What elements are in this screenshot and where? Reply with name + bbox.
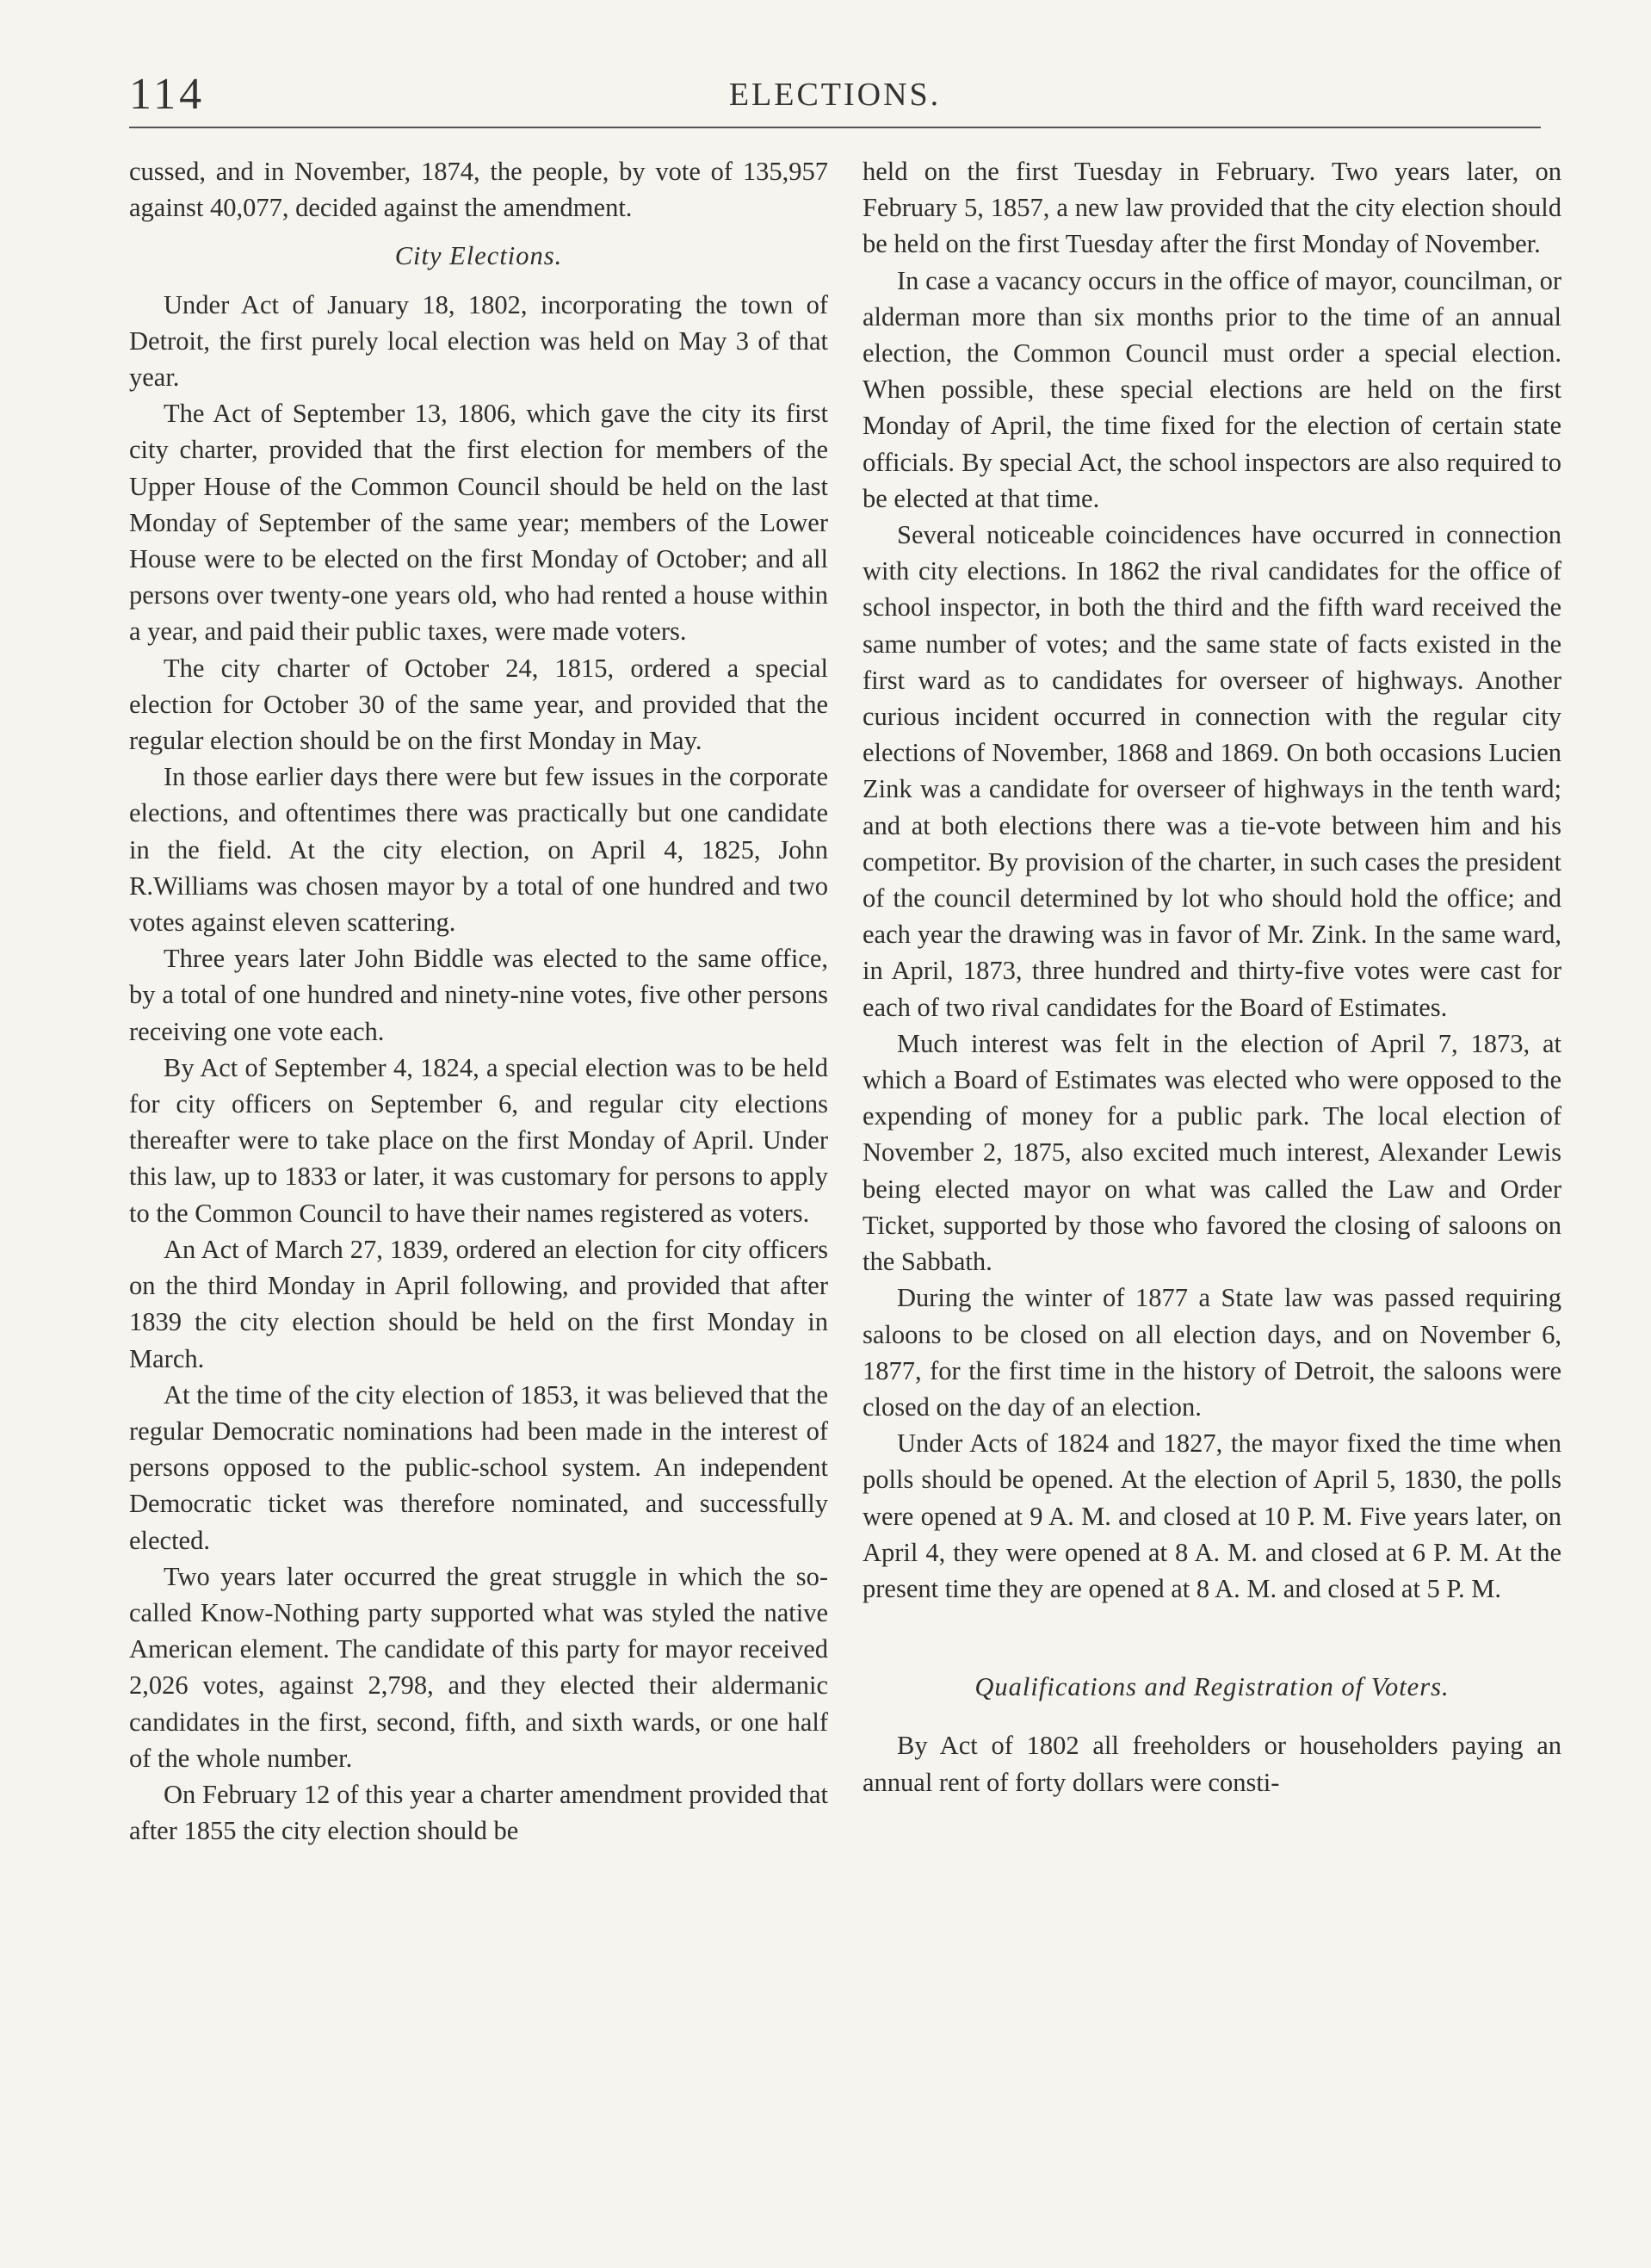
paragraph: The Act of September 13, 1806, which gave the city its first city charter, provided that the first election for members of the Upper House of the Common Council should be held on the last Monday of September of the same year; members of the Lower House were to be elected on the first Monday of October; and all persons over twenty-one years old, who had rented a house within a year, and paid their public taxes, were made voters. (129, 399, 828, 647)
paragraph: In case a vacancy occurs in the office of mayor, councilman, or alderman more than six months prior to the time of an annual election, the Common Council must order a special election. When possible, these special elections are held on the first Monday of April, the time fixed for the election of certain state officials. By special Act, the school inspectors are also required to be elected at that time. (863, 265, 1561, 513)
right-intro-paragraph: held on the first Tuesday in February. Two years later, on February 5, 1857, a new law provided that the city election should be held on the first Tuesday after the first Monday of November. (863, 157, 1561, 259)
paragraph: Three years later John Biddle was elected to the same office, by a total of one hundred and ninety-nine votes, five other persons receiving one vote each. (129, 944, 828, 1046)
paragraph: The city charter of October 24, 1815, ordered a special election for October 30 of the same year, and provided that the regular election should be on the first Monday in May. (129, 653, 828, 756)
paragraph: Under Acts of 1824 and 1827, the mayor fixed the time when polls should be opened. At the election of April 5, 1830, the polls were opened at 9 A. M. and closed at 10 P. M. Five years later, on April 4, they were opened at 8 A. M. and closed at 6 P. M. At the present time they are opened at 8 A. M. and closed at 5 P. M. (863, 1428, 1561, 1603)
left-column (129, 153, 828, 1849)
paragraph: During the winter of 1877 a State law was passed requiring saloons to be closed on all election days, and on November 6, 1877, for the first time in the history of Detroit, the saloons were closed on the day of an election. (863, 1283, 1561, 1422)
section-heading-qualifications: Qualifications and Registration of Voters. (974, 1672, 1450, 1702)
paragraph: An Act of March 27, 1839, ordered an election for city officers on the third Monday in April following, and provided that after 1839 the city election should be held on the first Monday in March. (129, 1234, 828, 1373)
header-rule (129, 127, 1541, 128)
page-number: 114 (129, 70, 206, 119)
paragraph: At the time of the city election of 1853, it was believed that the regular Democratic nominations had been made in the interest of persons opposed to the public-school system. An independent Democratic ticket was therefore nominated, and successfully elected. (129, 1379, 828, 1555)
left-intro-paragraph: cussed, and in November, 1874, the people, by vote of 135,957 against 40,077, decided against the amendment. (129, 157, 828, 223)
paragraph: Much interest was felt in the election of April 7, 1873, at which a Board of Estimates was elected who were opposed to the expending of money for a public park. The local election of November 2, 1875, also excited much interest, Alexander Lewis being elected mayor on what was called the Law and Order Ticket, supported by those who favored the closing of saloons on the Sabbath. (863, 1028, 1561, 1277)
final-paragraph: By Act of 1802 all freeholders or householders paying an annual rent of forty dollars were consti- (863, 1731, 1561, 1797)
paragraph: On February 12 of this year a charter amendment provided that after 1855 the city election should be (129, 1779, 828, 1846)
paragraph: Two years later occurred the great struggle in which the so-called Know-Nothing party supported what was styled the native American element. The candidate of this party for mayor received 2,026 votes, against 2,798, and they elected their aldermanic candidates in the first, second, fifth, and sixth wards, or one half of the whole number. (129, 1561, 828, 1773)
paragraph: Several noticeable coincidences have occurred in connection with city elections. In 1862 the rival candidates for the office of school inspector, in both the third and the fifth ward received the same number of votes; and the same state of facts existed in the first ward as to candidates for overseer of highways. Another curious incident occurred in connection with the regular city elections of November, 1868 and 1869. On both occasions Lucien Zink was a candidate for overseer of highways in the tenth ward; and at both elections there was a tie-vote between him and his competitor. By provision of the charter, in such cases the president of the council determined by lot who should hold the office; and each year the drawing was in favor of Mr. Zink. In the same ward, in April, 1873, three hundred and thirty-five votes were cast for each of two rival candidates for the Board of Estimates. (863, 520, 1561, 1022)
paragraph: In those earlier days there were but few issues in the corporate elections, and oftentimes there was practically but one candidate in the field. At the city election, on April 4, 1825, John R.Williams was chosen mayor by a total of one hundred and two votes against eleven scattering. (129, 762, 828, 938)
section-heading-city-elections: City Elections. (394, 241, 563, 271)
paragraph: Under Act of January 18, 1802, incorporating the town of Detroit, the first purely local election was held on May 3 of that year. (129, 289, 828, 393)
paragraph: By Act of September 4, 1824, a special election was to be held for city officers on September 6, and regular city elections thereafter were to take place on the first Monday of April. Under this law, up to 1833 or later, it was customary for persons to apply to the Common Council to have their names registered as voters. (129, 1052, 828, 1228)
right-column (863, 153, 1561, 1800)
running-title: ELECTIONS. (728, 77, 942, 113)
